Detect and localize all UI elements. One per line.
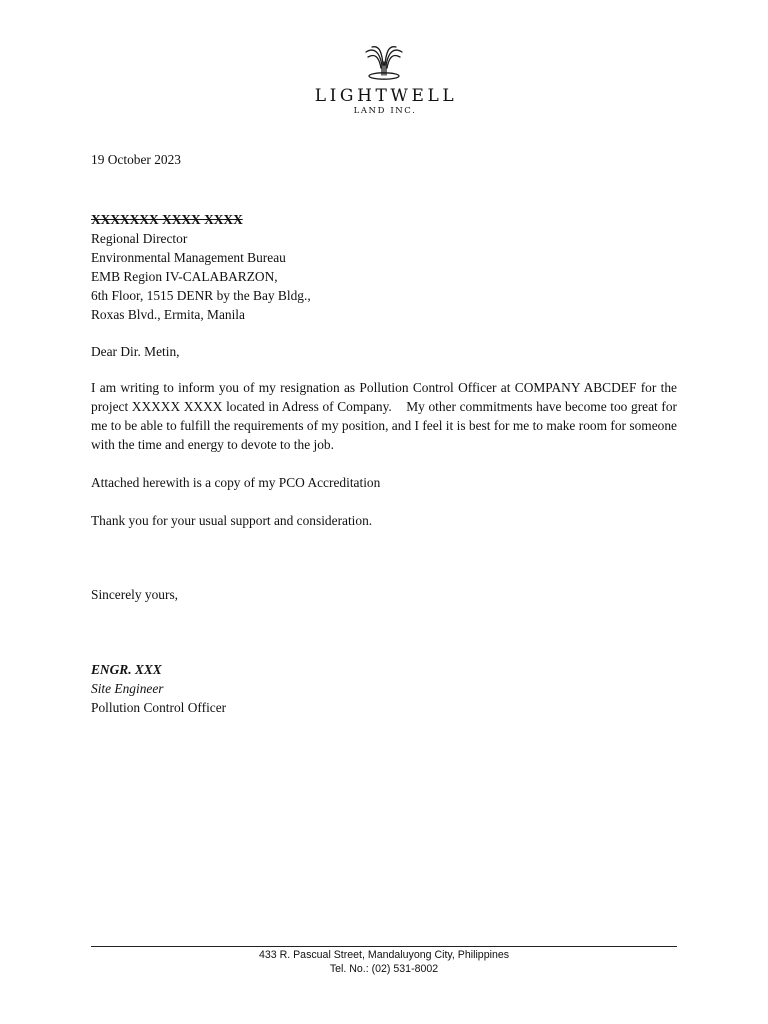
signer-name: ENGR. XXX xyxy=(91,662,162,677)
attachment-paragraph: Attached herewith is a copy of my PCO Accreditation xyxy=(91,475,381,490)
recipient-block xyxy=(91,210,677,324)
signer-title: Site Engineer xyxy=(91,681,164,696)
lightwell-tree-logo-icon xyxy=(360,44,408,82)
signer-role: Pollution Control Officer xyxy=(91,700,227,715)
letter-date: 19 October 2023 xyxy=(91,152,181,167)
recipient-name: XXXXXXX XXXX XXXX xyxy=(91,212,243,227)
recipient-position: Regional Director xyxy=(91,231,188,246)
signatory-block xyxy=(91,660,677,717)
footer xyxy=(0,948,768,976)
resignation-paragraph: I am writing to inform you of my resignation as Pollution Control Officer at COMPANY ABCDEF for the project XXXXX XXXX located in Adress of Company. My other commitments have become too great for me to be able to fulfill the requirements of my position, and I feel it is best for me to make room for someone with the time and energy to devote to the job. xyxy=(91,380,681,452)
footer-phone: Tel. No.: (02) 531-8002 xyxy=(329,963,439,975)
recipient-agency: Environmental Management Bureau xyxy=(91,250,286,265)
brand-subtitle: LAND INC. xyxy=(353,106,417,116)
letterhead xyxy=(0,44,768,116)
recipient-region: EMB Region IV-CALABARZON, xyxy=(91,269,278,284)
brand-name: LIGHTWELL xyxy=(314,86,458,106)
footer-divider xyxy=(91,946,677,947)
footer-address: 433 R. Pascual Street, Mandaluyong City, Philippines xyxy=(258,949,510,961)
recipient-address-line-2: Roxas Blvd., Ermita, Manila xyxy=(91,307,245,322)
thanks-paragraph: Thank you for your usual support and consideration. xyxy=(91,513,373,528)
recipient-address-line-1: 6th Floor, 1515 DENR by the Bay Bldg., xyxy=(91,288,311,303)
salutation: Dear Dir. Metin, xyxy=(91,344,180,359)
closing: Sincerely yours, xyxy=(91,587,179,602)
